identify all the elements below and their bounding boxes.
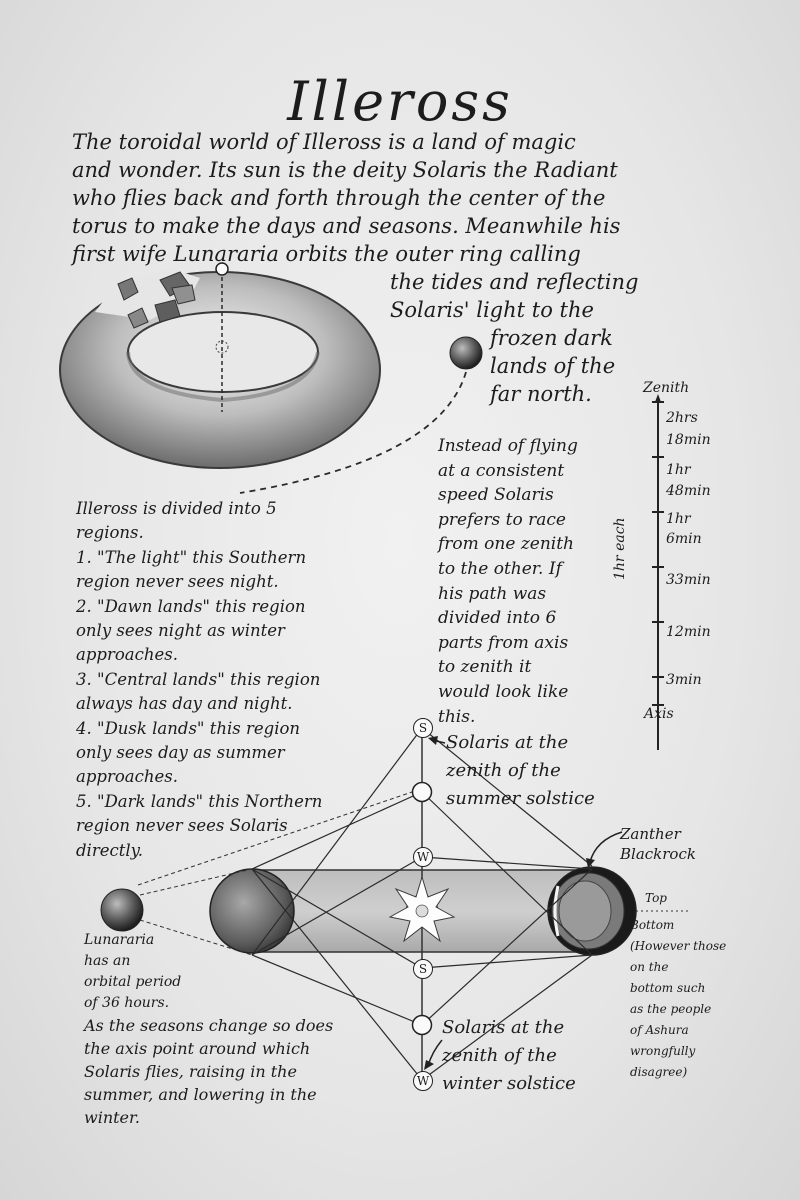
speed-line: this. (438, 706, 476, 727)
regions-line: region never sees Solaris (76, 816, 288, 836)
intro-paragraph (72, 128, 722, 268)
bottom-note-line: Bottom (630, 918, 675, 932)
speed-line: from one zenith (438, 534, 575, 555)
seasons-note (84, 1014, 333, 1129)
summer-marker: S (413, 959, 433, 979)
regions-line: approaches. (76, 767, 178, 787)
seasons-line: As the seasons change so does (84, 1016, 334, 1035)
intro-line: who flies back and forth through the center of the (72, 186, 606, 210)
winter-marker: W (413, 847, 433, 867)
speed-line: prefers to race (438, 509, 566, 530)
intro-line: and wonder. Its sun is the deity Solaris the Radiant (72, 158, 618, 182)
regions-line: 1. "The light" this Southern (76, 547, 307, 567)
scale-bottom-label: Axis (644, 706, 674, 722)
summer-label-line: summer solstice (446, 788, 595, 809)
regions-line: regions. (76, 523, 144, 543)
speed-line: Instead of flying (438, 436, 578, 456)
seasons-line: summer, and lowering in the (84, 1085, 317, 1104)
scale-tick-label: 2hrs (666, 410, 698, 426)
intro-line: far north. (490, 382, 592, 406)
speed-line: to zenith it (438, 657, 532, 678)
speed-line: to the other. If (438, 558, 562, 579)
regions-line: approaches. (76, 645, 178, 665)
lunararia-line: orbital period (84, 974, 182, 990)
lunararia-note (84, 930, 181, 1014)
page-title: Illeross (287, 70, 513, 133)
zanther-line: Zanther (620, 825, 681, 843)
speed-line: his path was (438, 583, 547, 604)
speed-scale (652, 394, 664, 750)
regions-line: 5. "Dark lands" this Northern (76, 791, 323, 811)
bottom-note-line: wrongfully (630, 1044, 696, 1058)
regions-list (76, 497, 322, 863)
winter-label-line: zenith of the (442, 1045, 557, 1066)
bottom-note-line: as the people (630, 1002, 712, 1016)
speed-line: would look like (438, 681, 569, 702)
winter-marker: W (413, 1071, 433, 1091)
zanther-label (620, 824, 696, 864)
intro-line: the tides and reflecting (390, 270, 639, 294)
regions-line: region never sees night. (76, 572, 279, 592)
zanther-line: Blackrock (620, 845, 696, 863)
scale-tick-label: 12min (666, 624, 711, 640)
speed-line: speed Solaris (438, 485, 554, 506)
seasons-line: winter. (84, 1108, 140, 1127)
winter-label-line: Solaris at the (442, 1017, 565, 1038)
summer-label-line: zenith of the (446, 760, 561, 781)
scale-tick-label: 1hr (666, 462, 691, 478)
intro-line: frozen dark (490, 326, 613, 350)
intro-line: Solaris' light to the (390, 298, 594, 322)
summer-zenith-label (446, 729, 595, 813)
speed-line: divided into 6 (438, 608, 557, 629)
scale-tick-label: 6min (666, 531, 702, 547)
scale-tick-label: 3min (666, 672, 702, 688)
regions-line: 4. "Dusk lands" this region (76, 718, 301, 738)
summer-marker: S (413, 718, 433, 738)
regions-line: 3. "Central lands" this region (76, 669, 321, 689)
lunararia-line: has an (84, 953, 131, 969)
intro-tail (490, 324, 615, 408)
top-label: Top (645, 891, 667, 905)
intro-line: The toroidal world of Illeross is a land of magic (72, 130, 576, 154)
speed-line: parts from axis (438, 632, 569, 653)
bottom-note (630, 915, 726, 1083)
scale-side-label: 1hr each (612, 517, 628, 580)
lunararia-line: Lunararia (84, 932, 155, 948)
intro-continuation (390, 268, 639, 324)
bottom-note-line: bottom such (630, 981, 706, 995)
regions-line: 2. "Dawn lands" this region (76, 596, 306, 616)
winter-zenith-label (442, 1014, 576, 1098)
scale-tick-label: 1hr (666, 511, 691, 527)
speed-explanation (438, 434, 578, 729)
summer-label-line: Solaris at the (446, 732, 569, 753)
regions-line: Illeross is divided into 5 (76, 499, 277, 518)
seasons-line: Solaris flies, raising in the (84, 1062, 297, 1081)
bottom-note-line: disagree) (630, 1065, 688, 1079)
bottom-note-line: (However those (630, 939, 727, 953)
intro-line: torus to make the days and seasons. Meanwhile his (72, 214, 621, 238)
speed-line: at a consistent (438, 460, 565, 481)
scale-top-label: Zenith (643, 380, 690, 396)
lunararia-line: of 36 hours. (84, 995, 170, 1011)
seasons-line: the axis point around which (84, 1039, 311, 1058)
regions-line: always has day and night. (76, 694, 293, 714)
winter-label-line: winter solstice (442, 1073, 576, 1094)
bottom-note-line: of Ashura (630, 1023, 689, 1037)
scale-tick-label: 48min (666, 483, 711, 499)
intro-line: lands of the (490, 354, 616, 378)
scale-tick-label: 33min (666, 572, 711, 588)
scale-tick-label: 18min (666, 432, 711, 448)
intro-line: first wife Lunararia orbits the outer ring calling (72, 242, 581, 266)
bottom-note-line: on the (630, 960, 669, 974)
regions-line: only sees day as summer (76, 743, 285, 763)
regions-line: only sees night as winter (76, 621, 285, 641)
regions-line: directly. (76, 840, 144, 860)
